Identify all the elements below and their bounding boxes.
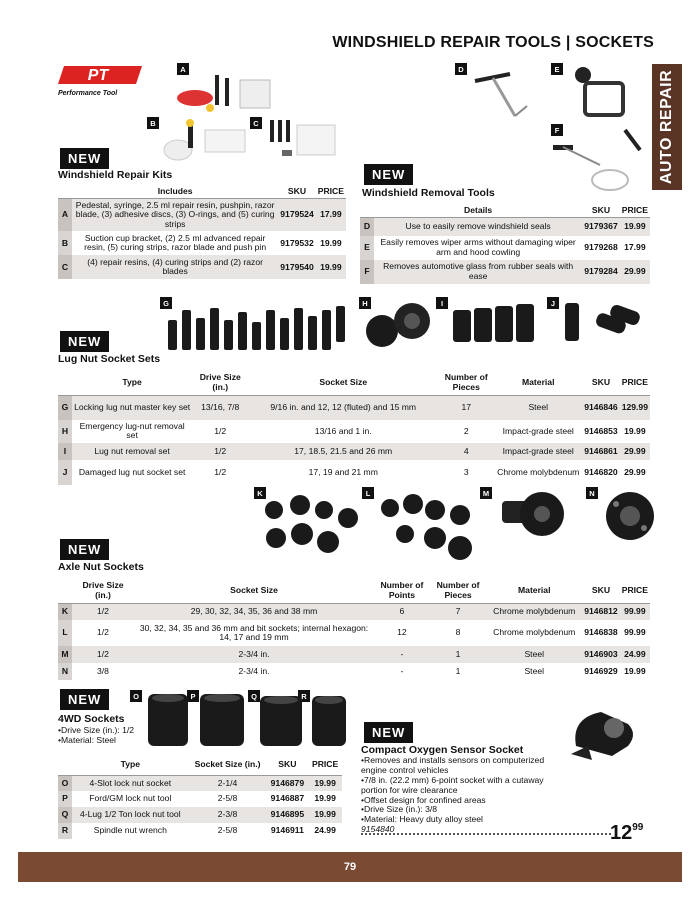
windshield-kit-b-image [160,115,250,165]
image-tag-h: H [359,297,371,309]
table-row: F Removes automotive glass from rubber seals with ease 9179284 29.99 [360,260,650,284]
lug-nut-h-image [360,296,435,356]
table-row: O 4-Slot lock nut socket 2-1/4 9146879 19.99 [58,775,342,791]
windshield-kit-a-image [170,70,280,115]
table-row: A Pedestal, syringe, 2.5 ml repair resin, pushpin, razor blade, (3) adhesive discs, (3) O-rings, and (5) curing strips 9179524 17.99 [58,199,346,232]
new-badge: NEW [60,689,109,710]
image-tag-b: B [147,117,159,129]
image-tag-n: N [586,487,598,499]
new-badge: NEW [364,722,413,743]
bullet-item: •Material: Heavy duty alloy steel [361,814,483,825]
image-tag-i: I [436,297,448,309]
table-row: P Ford/GM lock nut tool 2-5/8 9146887 19.99 [58,791,342,807]
table-row: L 1/2 30, 32, 34, 35 and 36 mm and bit sockets; internal hexagon: 14, 17 and 19 mm 12 8 Chrome molybdenum 9146838 99.99 [58,620,650,646]
windshield-removal-f-image [545,125,645,195]
table-row: D Use to easily remove windshield seals 9179367 19.99 [360,218,650,236]
new-badge: NEW [60,331,109,352]
windshield-removal-d-image [465,66,540,126]
windshield-kits-table [58,184,346,279]
side-tab-label: AUTO REPAIR [658,69,675,185]
bullet-item: •7/8 in. (22.2 mm) 6-point socket with a cutaway portion for wire clearance [361,774,544,795]
windshield-kits-title: Windshield Repair Kits [58,169,173,181]
axle-nut-n-image [600,488,660,548]
oxygen-socket-image [566,706,646,766]
image-tag-r: R [298,690,310,702]
new-badge: NEW [60,148,109,169]
new-badge: NEW [60,539,109,560]
image-tag-j: J [547,297,559,309]
oxygen-price: $12^{99}$ [610,822,644,844]
table-row: K 1/2 29, 30, 32, 34, 35, 36 and 38 mm 6 7 Chrome molybdenum 9146812 99.99 [58,603,650,620]
image-tag-k: K [254,487,266,499]
oxygen-bullets [361,756,571,835]
col-details: Details [374,203,582,218]
lug-nut-j-image [560,298,650,348]
col-sku: SKU [278,184,315,199]
axle-nut-title: Axle Nut Sockets [58,561,144,573]
axle-nut-m-image [497,486,572,546]
fourwd-bullets [58,726,134,746]
bullet-item: •Offset design for confined areas [361,794,486,805]
image-tag-g: G [160,297,172,309]
price-leader [361,833,611,835]
page-number: 79 [343,861,357,873]
table-row: C (4) repair resins, (4) curing strips and (2) razor blades 9179540 19.99 [58,255,346,279]
logo-text: PT [87,67,109,84]
image-tag-e: E [551,63,563,75]
image-tag-o: O [130,690,142,702]
oxygen-sku: 9154840 [361,824,395,835]
image-tag-m: M [480,487,492,499]
table-row: E Easily removes wiper arms without damaging wiper arm and hood cowling 9179268 17.99 [360,236,650,260]
new-badge: NEW [364,164,413,185]
table-row: H Emergency lug-nut removal set 1/2 13/16 and 1 in. 2 Impact-grade steel 9146853 19.99 [58,420,650,443]
table-row: R Spindle nut wrench 2-5/8 9146911 24.99 [58,823,342,839]
axle-nut-table: Drive Size (in.) Socket Size Number of Points Number of Pieces Material SKU PRICE K 1/2 29, 30, 32, 34, 35, 36 and 38 mm 6 7 Chrome molybdenum 9146812 99.99 L 1/2 30, 32, 34, 35 and 36 mm and bit sockets; internal hexagon: 14, 17 and 19 mm 12 8 Chrome molybdenum 9146838 99.99 M 1/2 2-3/4 in. - 1 Steel 9146903 24.99 N 3/8 2-3/4 in. - 1 Steel 9146929 19.99 [58,578,650,680]
lug-nut-title: Lug Nut Socket Sets [58,353,161,365]
image-tag-d: D [455,63,467,75]
table-row: J Damaged lug nut socket set 1/2 17, 19 and 21 mm 3 Chrome molybdenum 9146820 29.99 [58,460,650,485]
bullet-item: •Drive Size (in.): 3/8 [361,804,438,815]
windshield-removal-table [360,203,650,284]
image-tag-a: A [177,63,189,75]
bullet-item: •Drive Size (in.): 1/2 [58,725,135,735]
col-price: PRICE [316,184,346,199]
table-row: M 1/2 2-3/4 in. - 1 Steel 9146903 24.99 [58,646,650,663]
fourwd-sockets-image [140,690,350,750]
axle-nut-l-image [375,490,475,562]
brand-logo [58,64,148,96]
col-includes: Includes [72,184,278,199]
lug-nut-i-image [448,300,538,350]
lug-nut-table: Type Drive Size (in.) Socket Size Number of Pieces Material SKU PRICE G Locking lug nut master key set 13/16, 7/8 9/16 in. and 12, 12 (fluted) and 15 mm 17 Steel 9146846 129.99 H Emergency lug-nut removal set 1/2 13/16 and 1 in. 2 Impact-grade steel 9146853 19.99 I Lug nut removal set 1/2 17, 18.5, 21.5 and 26 mm 4 Impact-grade steel 9146861 29.99 J Damaged lug nut socket set 1/2 17, 19 and 21 mm 3 Chrome molybdenum 9146820 29.99 [58,369,650,485]
table-row: G Locking lug nut master key set 13/16, 7/8 9/16 in. and 12, 12 (fluted) and 15 mm 17 Steel 9146846 129.99 [58,395,650,420]
bullet-item: •Material: Steel [58,734,116,745]
oxygen-title: Compact Oxygen Sensor Socket [361,744,524,756]
col-price: PRICE [620,203,650,218]
section-side-tab [652,64,682,190]
fourwd-table: Type Socket Size (in.) SKU PRICE O 4-Slot lock nut socket 2-1/4 9146879 19.99 P Ford/GM lock nut tool 2-5/8 9146887 19.99 Q 4-Lug 1/2 Ton lock nut tool 2-3/8 9146895 19.99 R Spindle nut wrench 2-5/8 9146911 24.99 [58,753,342,839]
table-row: Q 4-Lug 1/2 Ton lock nut tool 2-3/8 9146895 19.99 [58,807,342,823]
logo-subtitle: Performance Tool [58,90,118,97]
table-row: B Suction cup bracket, (2) 2.5 ml advanced repair resin, (5) curing strips, razor blade and push pin 9179532 19.99 [58,231,346,255]
axle-nut-k-image [262,490,362,560]
image-tag-c: C [250,117,262,129]
fourwd-title: 4WD Sockets [58,713,125,725]
table-row: I Lug nut removal set 1/2 17, 18.5, 21.5 and 26 mm 4 Impact-grade steel 9146861 29.99 [58,443,650,460]
bullet-item: •Removes and installs sensors on computerized engine control vehicles [361,755,545,775]
col-sku: SKU [582,203,619,218]
page-title: WINDSHIELD REPAIR TOOLS | SOCKETS [332,34,654,51]
table-row: N 3/8 2-3/4 in. - 1 Steel 9146929 19.99 [58,663,650,680]
image-tag-l: L [362,487,374,499]
windshield-removal-title: Windshield Removal Tools [362,187,495,199]
windshield-removal-e-image [565,63,635,123]
image-tag-q: Q [248,690,260,702]
lug-nut-g-image [160,300,355,360]
pt-logo-icon [58,64,148,86]
image-tag-p: P [187,690,199,702]
windshield-kit-c-image [262,115,342,165]
image-tag-f: F [551,124,563,136]
page-footer [18,852,682,882]
